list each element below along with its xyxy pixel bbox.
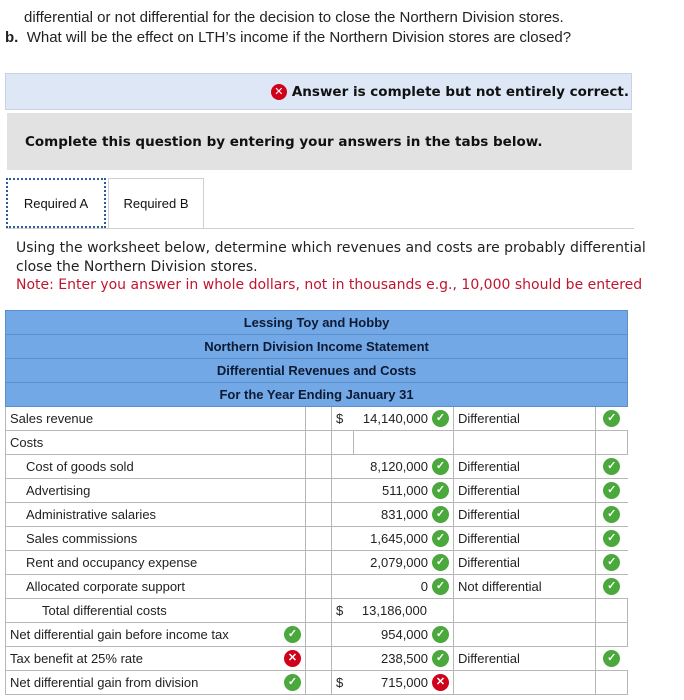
row-label: Administrative salaries [6, 503, 306, 527]
error-icon: ✕ [271, 84, 287, 100]
worksheet-title-period: For the Year Ending January 31 [6, 383, 628, 407]
row-label: Net differential gain before income tax [10, 627, 229, 642]
row-label: Allocated corporate support [6, 575, 306, 599]
dollar-sign: $ [332, 407, 354, 431]
panel-instruction-line-1: Using the worksheet below, determine which revenues and costs are probably differential [16, 240, 646, 256]
row-label-input[interactable] [6, 623, 306, 647]
correct-check-icon: ✓ [603, 458, 620, 475]
dollar-sign: $ [332, 599, 354, 623]
worksheet-title-statement: Northern Division Income Statement [6, 335, 628, 359]
question-part-label: b. [5, 29, 19, 46]
question-line-1: differential or not differential for the decision to close the Northern Division stores. [24, 9, 564, 26]
tab-required-b[interactable]: Required B [108, 178, 204, 228]
row-sales-commissions [6, 527, 628, 551]
row-net-gain-before-tax [6, 623, 628, 647]
amount-value: 14,140,000 [362, 411, 428, 426]
amount-input[interactable] [354, 479, 454, 503]
amount-input[interactable] [354, 671, 454, 695]
row-net-gain [6, 671, 628, 695]
row-label-input[interactable] [6, 647, 306, 671]
amount-value: 0 [420, 579, 428, 594]
correct-check-icon: ✓ [603, 578, 620, 595]
row-label: Rent and occupancy expense [6, 551, 306, 575]
amount-value: 8,120,000 [370, 459, 428, 474]
classification-select[interactable]: Differential [454, 551, 596, 575]
question-line-2 [5, 29, 571, 46]
panel-instruction-line-2: close the Northern Division stores. [16, 259, 258, 275]
amount-value: 831,000 [381, 507, 428, 522]
instructions-box [7, 113, 632, 170]
worksheet-title-company: Lessing Toy and Hobby [6, 311, 628, 335]
amount-input[interactable] [354, 407, 454, 431]
classification-select[interactable]: Differential [454, 479, 596, 503]
correct-check-icon: ✓ [432, 626, 449, 643]
tab-required-a[interactable]: Required A [6, 178, 106, 228]
amount-value: 954,000 [381, 627, 428, 642]
amount-input[interactable] [354, 503, 454, 527]
row-label: Tax benefit at 25% rate [10, 651, 143, 666]
panel-note: Note: Enter you answer in whole dollars, not in thousands e.g., 10,000 should be entered [16, 277, 643, 293]
amount-input[interactable] [354, 551, 454, 575]
incorrect-x-icon: ✕ [284, 650, 301, 667]
correct-check-icon: ✓ [603, 554, 620, 571]
correct-check-icon: ✓ [432, 554, 449, 571]
correct-check-icon: ✓ [284, 626, 301, 643]
answer-status-banner [5, 73, 632, 110]
question-part-text: What will be the effect on LTH’s income if the Northern Division stores are closed? [26, 29, 572, 46]
incorrect-x-icon: ✕ [432, 674, 449, 691]
correct-check-icon: ✓ [432, 578, 449, 595]
amount-value: 1,645,000 [370, 531, 428, 546]
amount-input[interactable] [354, 455, 454, 479]
dollar-sign: $ [332, 671, 354, 695]
worksheet-table [5, 310, 628, 695]
worksheet-title-subtitle: Differential Revenues and Costs [6, 359, 628, 383]
classification-select[interactable]: Differential [454, 527, 596, 551]
correct-check-icon: ✓ [432, 410, 449, 427]
row-label: Sales commissions [6, 527, 306, 551]
row-costs [6, 431, 628, 455]
correct-check-icon: ✓ [432, 530, 449, 547]
row-allocated-support [6, 575, 628, 599]
amount-value: 13,186,000 [354, 599, 454, 623]
row-tax-benefit [6, 647, 628, 671]
correct-check-icon: ✓ [603, 482, 620, 499]
correct-check-icon: ✓ [603, 506, 620, 523]
amount-value: 715,000 [381, 675, 428, 690]
row-label: Cost of goods sold [6, 455, 306, 479]
correct-check-icon: ✓ [432, 458, 449, 475]
row-label: Net differential gain from division [10, 675, 199, 690]
correct-check-icon: ✓ [603, 410, 620, 427]
correct-check-icon: ✓ [603, 530, 620, 547]
correct-check-icon: ✓ [432, 650, 449, 667]
instructions-text: Complete this question by entering your answers in the tabs below. [25, 133, 543, 150]
row-label: Total differential costs [6, 599, 306, 623]
row-label-input[interactable] [6, 671, 306, 695]
row-label: Advertising [6, 479, 306, 503]
classification-select[interactable]: Differential [454, 407, 596, 431]
classification-select[interactable]: Differential [454, 455, 596, 479]
amount-value: 238,500 [381, 651, 428, 666]
answer-status-text: Answer is complete but not entirely correct. [291, 83, 629, 100]
row-total-costs [6, 599, 628, 623]
row-advertising [6, 479, 628, 503]
amount-input[interactable] [354, 527, 454, 551]
classification-select[interactable]: Differential [454, 647, 596, 671]
classification-select[interactable]: Not differential [454, 575, 596, 599]
row-rent [6, 551, 628, 575]
amount-input[interactable] [354, 623, 454, 647]
row-admin-salaries [6, 503, 628, 527]
row-sales-revenue [6, 407, 628, 431]
correct-check-icon: ✓ [432, 506, 449, 523]
amount-value: 2,079,000 [370, 555, 428, 570]
amount-input[interactable] [354, 575, 454, 599]
correct-check-icon: ✓ [432, 482, 449, 499]
amount-input[interactable] [354, 647, 454, 671]
correct-check-icon: ✓ [603, 650, 620, 667]
classification-select[interactable]: Differential [454, 503, 596, 527]
row-label: Costs [6, 431, 306, 455]
row-cogs [6, 455, 628, 479]
row-label: Sales revenue [6, 407, 306, 431]
correct-check-icon: ✓ [284, 674, 301, 691]
amount-value: 511,000 [381, 483, 428, 498]
